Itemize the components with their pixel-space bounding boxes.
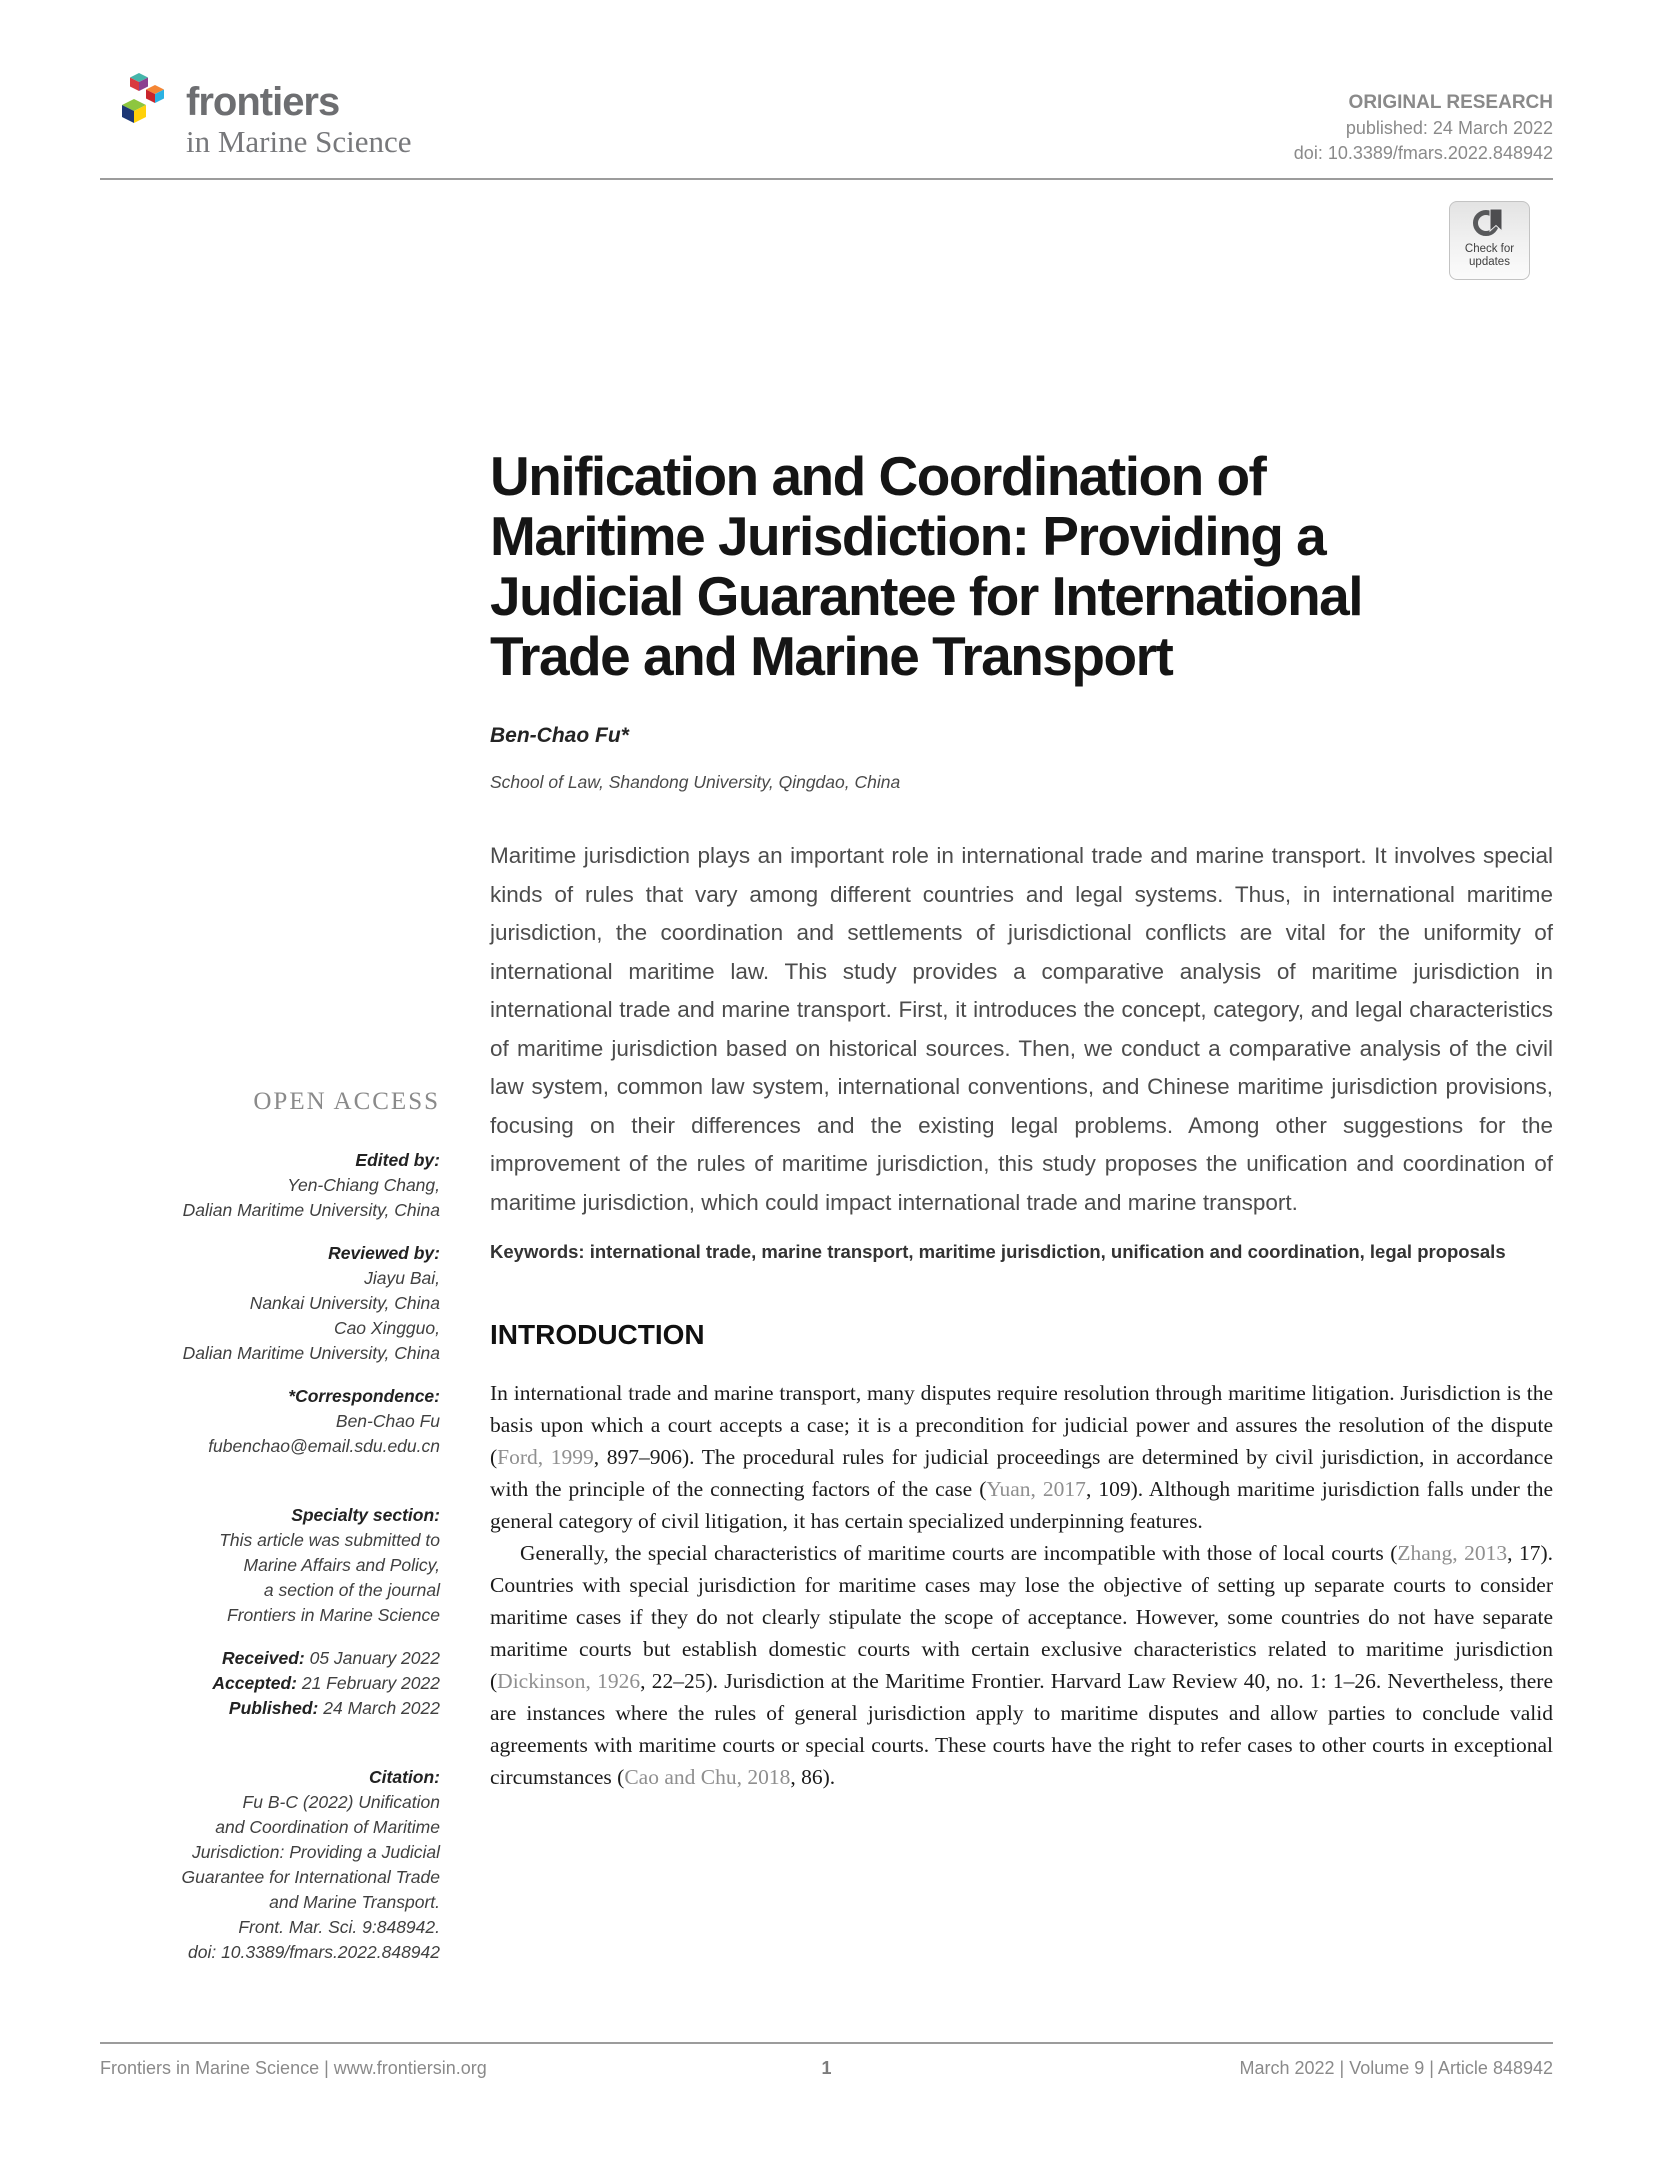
specialty-section-label: Specialty section:	[291, 1505, 440, 1525]
specialty-line: Frontiers in Marine Science	[227, 1605, 440, 1625]
author-name: Ben-Chao Fu*	[490, 724, 629, 747]
intro-paragraph-2	[490, 1537, 1553, 1793]
paragraph-text: , 22–25). Jurisdiction at the Maritime Frontier. Harvard Law Review 40, no. 1: 1–26. Nevertheless, there are instances where the rules of general jurisdiction apply to maritime disputes and allow parties to conclude valid agreements with maritime courts or special courts. These courts have the right to refer cases to other courts in exceptional circumstances (	[490, 1669, 1553, 1789]
citation-line: Jurisdiction: Providing a Judicial	[191, 1842, 440, 1862]
correspondence-name: Ben-Chao Fu	[335, 1411, 440, 1431]
paragraph-text: , 86).	[790, 1765, 836, 1789]
citation-line: and Coordination of Maritime	[215, 1817, 440, 1837]
reviewer-affiliation: Nankai University, China	[249, 1293, 440, 1313]
published-label: Published:	[228, 1698, 319, 1718]
open-access-label: OPEN ACCESS	[253, 1088, 440, 1115]
reviewer-affiliation: Dalian Maritime University, China	[182, 1343, 440, 1363]
citation-doi[interactable]: doi: 10.3389/fmars.2022.848942	[188, 1942, 440, 1962]
frontiers-logo	[112, 60, 412, 162]
footer-issue-info: March 2022 | Volume 9 | Article 848942	[1239, 2058, 1554, 2078]
correspondence-label: *Correspondence:	[288, 1386, 440, 1406]
check-for-updates-badge[interactable]	[1449, 201, 1530, 280]
citation-label: Citation:	[369, 1767, 440, 1787]
paragraph-text: , 897–906). The procedural rules for judicial proceedings are determined by civil jurisdiction, in accordance with the principle of the connecting factors of the case (	[490, 1445, 1553, 1501]
paragraph-text: , 17). Countries with special jurisdiction for maritime cases may lose the objective of setting up separate courts to consider maritime cases if they do not clearly stipulate the scope of acceptance. However, some countries do not have separate maritime courts but establish domestic courts with certain exclusive characteristics related to maritime jurisdiction (	[490, 1541, 1553, 1693]
article-title: Unification and Coordination of	[490, 445, 1266, 507]
edited-by-label: Edited by:	[355, 1150, 440, 1170]
published-date: published: 24 March 2022	[1345, 118, 1553, 138]
citation-line: Fu B-C (2022) Unification	[242, 1792, 440, 1812]
citation-link[interactable]: Ford, 1999	[497, 1445, 594, 1469]
reviewer-name: Cao Xingguo,	[333, 1318, 440, 1338]
specialty-line: a section of the journal	[263, 1580, 440, 1600]
article-meta-sidebar	[100, 1088, 440, 1965]
page-footer	[100, 2058, 1553, 2079]
keywords-label: Keywords:	[490, 1241, 585, 1262]
article-title: Trade and Marine Transport	[490, 625, 1173, 687]
page-number: 1	[821, 2058, 832, 2078]
citation-link[interactable]: Yuan, 2017	[986, 1477, 1086, 1501]
citation-link[interactable]: Zhang, 2013	[1397, 1541, 1508, 1565]
editor-name: Yen-Chiang Chang,	[287, 1175, 440, 1195]
reviewer-name: Jiayu Bai,	[364, 1268, 440, 1288]
received-label: Received:	[222, 1648, 305, 1668]
badge-text-line1: Check for	[1464, 243, 1515, 255]
article-type: ORIGINAL RESEARCH	[1348, 92, 1553, 113]
published-value: 24 March 2022	[323, 1698, 440, 1718]
accepted-date	[100, 1671, 440, 1696]
editor-affiliation: Dalian Maritime University, China	[182, 1200, 440, 1220]
citation-line: and Marine Transport.	[269, 1892, 440, 1912]
journal-name: in Marine Science	[186, 124, 412, 159]
intro-paragraph-1	[490, 1377, 1553, 1537]
paragraph-text: In international trade and marine transport, many disputes require resolution through maritime litigation. Jurisdiction is the basis upon which a court accepts a case; it is a precondition for judicial power and assures the resolution of the dispute (	[490, 1381, 1553, 1469]
footer-divider	[100, 2042, 1553, 2044]
author-affiliation: School of Law, Shandong University, Qingdao, China	[490, 772, 901, 792]
received-date	[100, 1646, 440, 1671]
article-title: Judicial Guarantee for International	[490, 565, 1363, 627]
article-title: Maritime Jurisdiction: Providing a	[490, 505, 1326, 567]
accepted-value: 21 February 2022	[301, 1673, 440, 1693]
badge-text-line2: updates	[1469, 255, 1510, 268]
abstract-text: Maritime jurisdiction plays an important role in international trade and marine transport. It involves special kinds of rules that vary among different countries and legal systems. Thus, in international maritime jurisdiction, the coordination and settlements of jurisdictional conflicts are vital for the uniformity of international maritime law. This study provides a comparative analysis of maritime jurisdiction in international trade and marine transport. First, it introduces the concept, category, and legal characteristics of maritime jurisdiction based on historical sources. Then, we conduct a comparative analysis of the civil law system, common law system, international conventions, and Chinese maritime jurisdiction provisions, focusing on their differences and the existing legal problems. Among other suggestions for the improvement of the rules of maritime jurisdiction, this study proposes the unification and coordination of maritime jurisdiction, which could impact international trade and marine transport.	[490, 843, 1553, 1215]
published-date	[100, 1696, 440, 1721]
citation-link[interactable]: Dickinson, 1926	[497, 1669, 641, 1693]
citation-line: Front. Mar. Sci. 9:848942.	[238, 1917, 440, 1937]
citation-link[interactable]: Cao and Chu, 2018	[624, 1765, 791, 1789]
article-body	[490, 446, 1553, 1793]
keywords-text: international trade, marine transport, maritime jurisdiction, unification and coordination, legal proposals	[589, 1241, 1506, 1262]
header-meta-block	[1294, 90, 1553, 166]
specialty-line: This article was submitted to	[219, 1530, 440, 1550]
footer-journal-link[interactable]: Frontiers in Marine Science | www.frontiersin.org	[100, 2058, 487, 2078]
keywords-block	[490, 1238, 1553, 1265]
correspondence-email-link[interactable]: fubenchao@email.sdu.edu.cn	[208, 1436, 440, 1456]
paragraph-text: Generally, the special characteristics of maritime courts are incompatible with those of local courts (	[520, 1541, 1398, 1565]
introduction-heading: INTRODUCTION	[490, 1319, 705, 1350]
specialty-line: Marine Affairs and Policy,	[243, 1555, 440, 1575]
header-divider	[100, 178, 1553, 180]
reviewed-by-label: Reviewed by:	[328, 1243, 440, 1263]
journal-brand: frontiers	[186, 80, 340, 124]
frontiers-cubes-icon	[112, 68, 176, 136]
doi-link[interactable]: doi: 10.3389/fmars.2022.848942	[1293, 143, 1553, 163]
paragraph-text: , 109). Although maritime jurisdiction falls under the general category of civil litigation, it has certain specialized underpinning features.	[490, 1477, 1554, 1533]
crossmark-icon	[1469, 208, 1511, 238]
received-value: 05 January 2022	[309, 1648, 440, 1668]
citation-line: Guarantee for International Trade	[181, 1867, 440, 1887]
accepted-label: Accepted:	[212, 1673, 297, 1693]
